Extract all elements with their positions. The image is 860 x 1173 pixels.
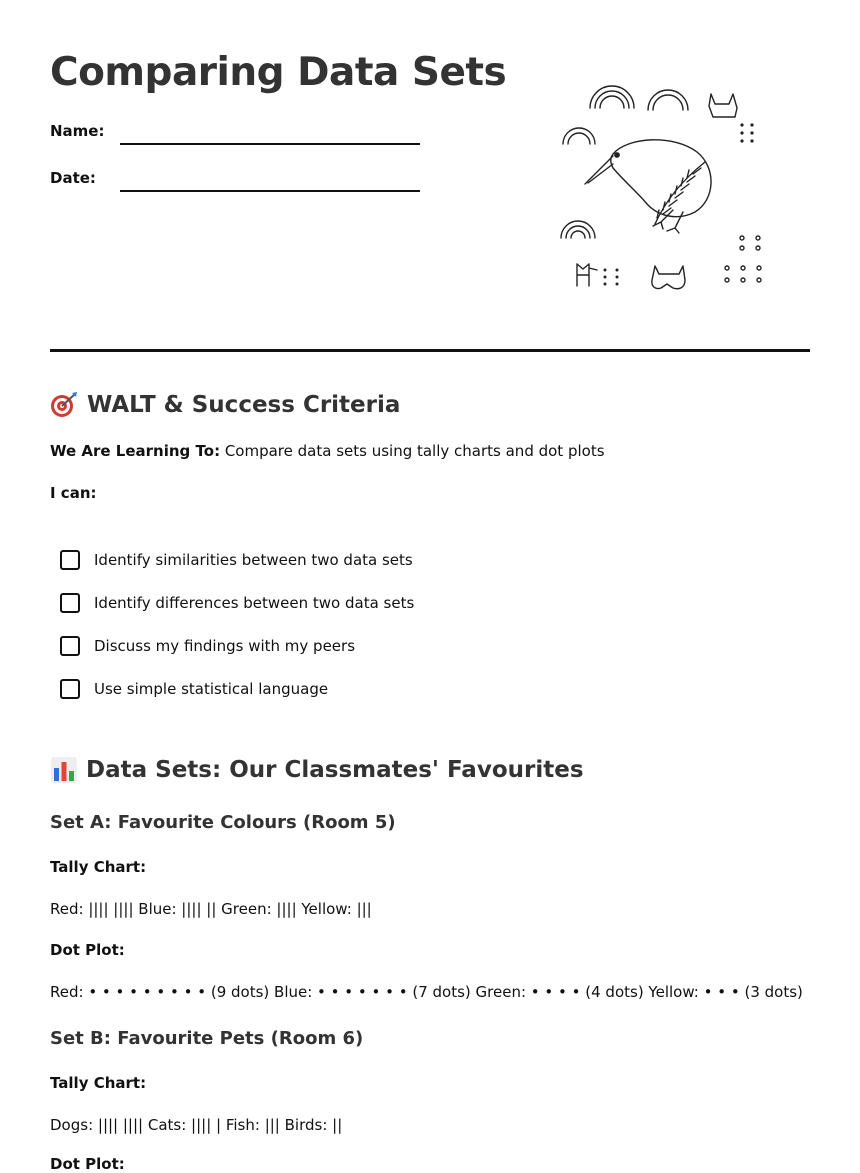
name-field[interactable] — [120, 143, 420, 145]
criteria-item[interactable] — [60, 679, 328, 699]
set-b-title: Set B: Favourite Pets (Room 6) — [50, 1028, 364, 1049]
criteria-text: Identify similarities between two data sets — [94, 551, 413, 569]
set-b-dot-label: Dot Plot: — [50, 1155, 125, 1173]
date-label: Date: — [50, 169, 96, 187]
learning-intention — [50, 442, 605, 460]
name-label: Name: — [50, 122, 105, 140]
dots-pattern-icon — [740, 123, 753, 142]
criteria-checkbox[interactable] — [60, 679, 80, 699]
criteria-item[interactable] — [60, 636, 355, 656]
learning-label: We Are Learning To: — [50, 442, 221, 460]
dots-pattern-icon — [740, 236, 760, 250]
datasets-heading-text: Data Sets: Our Classmates' Favourites — [86, 757, 584, 783]
set-a-dot-values: Red: • • • • • • • • • (9 dots) Blue: • • • • • • • (7 dots) Green: • • • • (4 dots) Yellow: • • • (3 dots) — [50, 983, 803, 1001]
set-a-title: Set A: Favourite Colours (Room 5) — [50, 812, 396, 833]
section-divider — [50, 349, 810, 352]
kiwi-illustration — [555, 82, 775, 297]
criteria-checkbox[interactable] — [60, 593, 80, 613]
criteria-checkbox[interactable] — [60, 636, 80, 656]
set-a-tally-values: Red: |||| |||| Blue: |||| || Green: |||| Yellow: ||| — [50, 900, 372, 918]
criteria-item[interactable] — [60, 593, 414, 613]
rainbow-icon — [590, 86, 634, 108]
date-field[interactable] — [120, 190, 420, 192]
bar-chart-icon — [50, 756, 78, 784]
dots-pattern-icon — [725, 266, 761, 282]
set-b-tally-values: Dogs: |||| |||| Cats: |||| | Fish: ||| Birds: || — [50, 1116, 343, 1134]
page-title: Comparing Data Sets — [50, 50, 507, 95]
criteria-text: Identify differences between two data sets — [94, 594, 415, 612]
dog-icon — [577, 264, 597, 286]
set-b-tally-label: Tally Chart: — [50, 1074, 147, 1092]
rainbow-icon — [648, 90, 688, 110]
kiwi-bird-icon — [585, 140, 711, 233]
learning-text: Compare data sets using tally charts and dot plots — [220, 442, 605, 460]
set-a-tally-label: Tally Chart: — [50, 858, 147, 876]
criteria-item[interactable] — [60, 550, 413, 570]
criteria-text: Use simple statistical language — [94, 680, 329, 698]
walt-heading — [50, 390, 400, 419]
target-dart-icon — [50, 390, 79, 419]
cat-icon — [709, 94, 737, 117]
criteria-checkbox[interactable] — [60, 550, 80, 570]
cat-icon — [652, 266, 685, 289]
rainbow-icon — [561, 221, 595, 238]
i-can-label: I can: — [50, 484, 97, 502]
dots-pattern-icon — [604, 269, 619, 286]
criteria-text: Discuss my findings with my peers — [94, 637, 356, 655]
datasets-heading — [50, 756, 584, 784]
walt-heading-text: WALT & Success Criteria — [87, 391, 401, 418]
rainbow-icon — [563, 128, 595, 144]
set-a-dot-label: Dot Plot: — [50, 941, 125, 959]
